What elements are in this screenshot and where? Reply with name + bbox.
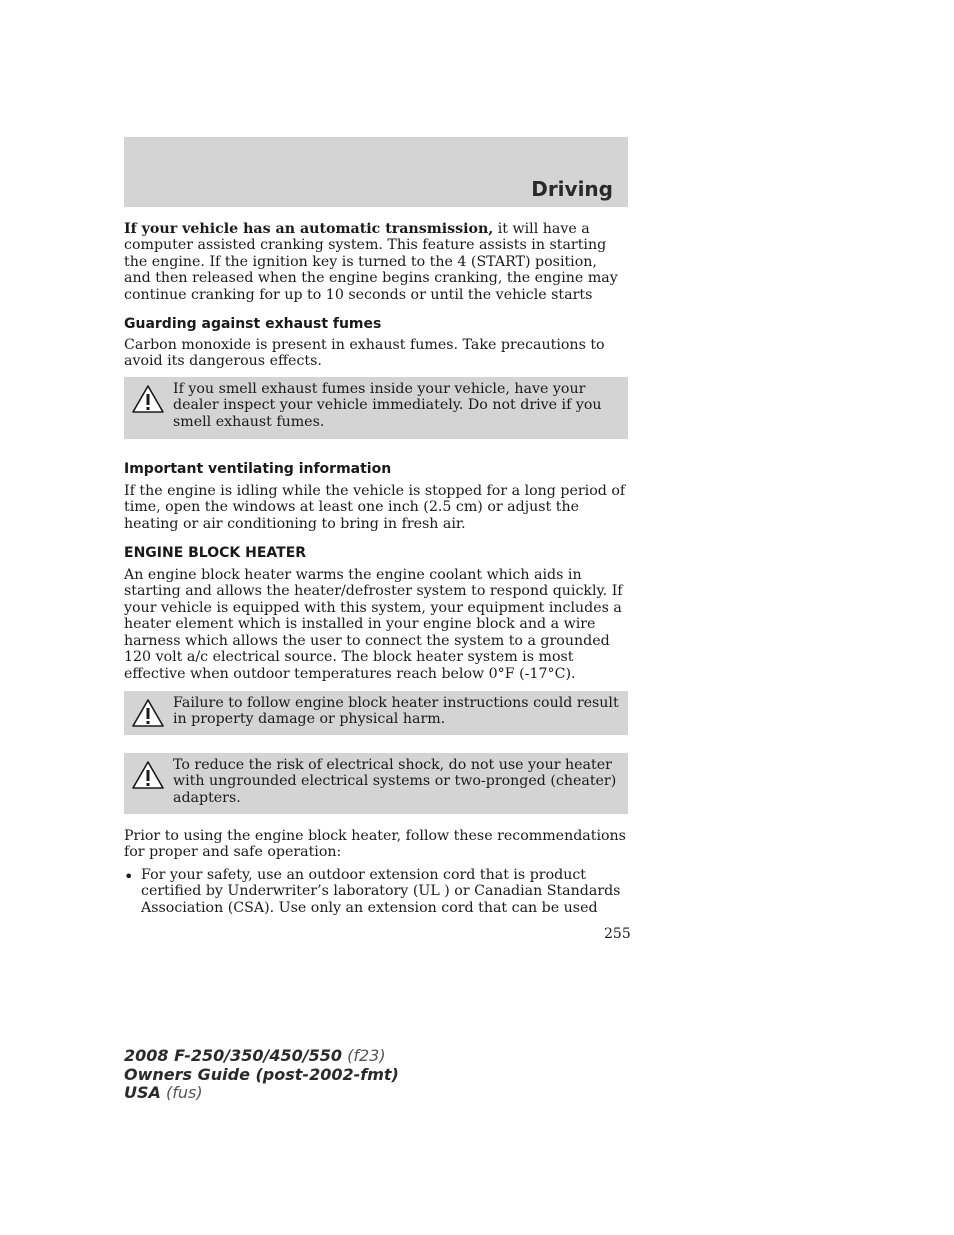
intro-text: it will have a computer assisted cranking system. This feature assists in starting the engine. If the ignition key is turned to the 4 (START) position, and then released when the engine begins cranking, the engine may continue cranking for up to 10 seconds or until the vehicle starts (124, 221, 618, 303)
block-heater-warning-1-text: Failure to follow engine block heater instructions could result in property damage or physical harm. (173, 694, 619, 728)
block-heater-body: An engine block heater warms the engine coolant which aids in starting and allows the heater/defroster system to respond quickly. If your vehicle is equipped with this system, your equipment includes a heater element which is installed in your engine block and a wire harness which allows the user to connect the system to a grounded 120 volt a/c electrical source. The block heater system is most effective when outdoor temperatures reach below 0°F (-17°C). (124, 567, 623, 682)
section-header (124, 137, 628, 207)
warning-triangle-icon (131, 384, 165, 414)
prior-paragraph: Prior to using the engine block heater, follow these recommendations for proper and safe operation: (124, 827, 626, 861)
warning-triangle-icon (131, 698, 165, 728)
bullet-text: For your safety, use an outdoor extension cord that is product certified by Underwriter’s laboratory (UL ) or Canadian Standards Association (CSA). Use only an extension cord that can be used (141, 866, 621, 916)
exhaust-heading: Guarding against exhaust fumes (124, 316, 382, 333)
page-content (124, 221, 628, 916)
footer-model: 2008 F-250/350/450/550 (124, 1046, 342, 1065)
ventilating-heading: Important ventilating information (124, 460, 392, 477)
block-heater-warning-1 (124, 691, 628, 735)
bullet-marker: • (124, 866, 134, 886)
block-heater-warning-2 (124, 753, 628, 814)
footer-guide: Owners Guide (post-2002-fmt) (124, 1064, 399, 1084)
footer-model-code: (f23) (342, 1046, 386, 1065)
section-title: Driving (531, 177, 613, 201)
exhaust-warning (124, 377, 628, 439)
footer-market: USA (124, 1083, 161, 1102)
document-footer (124, 1047, 399, 1103)
exhaust-body: Carbon monoxide is present in exhaust fumes. Take precautions to avoid its dangerous effects. (124, 337, 605, 370)
exhaust-warning-text: If you smell exhaust fumes inside your vehicle, have your dealer inspect your vehicle immediately. Do not drive if you smell exhaust fumes. (173, 380, 602, 430)
warning-triangle-icon (131, 760, 165, 790)
ventilating-body: If the engine is idling while the vehicle is stopped for a long period of time, open the windows at least one inch (2.5 cm) or adjust the heating or air conditioning to bring in fresh air. (124, 482, 626, 532)
intro-lead: If your vehicle has an automatic transmission, (124, 221, 494, 237)
block-heater-heading: ENGINE BLOCK HEATER (124, 545, 307, 562)
page-number: 255 (604, 926, 631, 942)
block-heater-warning-2-text: To reduce the risk of electrical shock, do not use your heater with ungrounded electrical systems or two-pronged (cheater) adapters. (173, 756, 617, 806)
intro-paragraph (124, 221, 628, 303)
list-item (124, 867, 628, 916)
footer-market-code: (fus) (160, 1083, 203, 1102)
